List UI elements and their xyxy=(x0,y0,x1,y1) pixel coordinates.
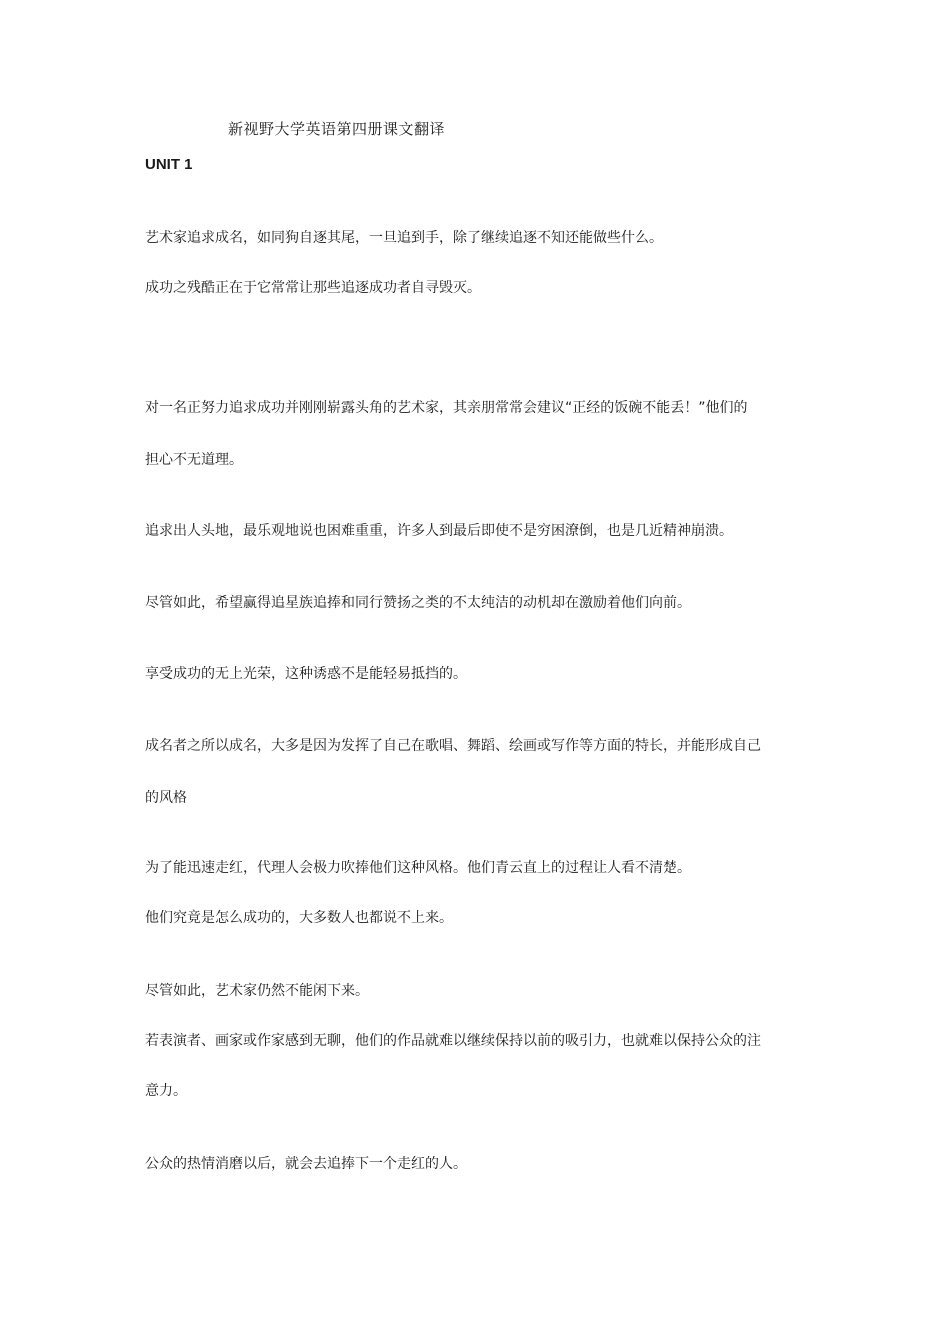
text-line: 若表演者、画家或作家感到无聊，他们的作品就难以继续保持以前的吸引力，也就难以保持公众的注 xyxy=(145,1033,761,1049)
text-line: 享受成功的无上光荣，这种诱惑不是能轻易抵挡的。 xyxy=(145,666,467,682)
text-line: 为了能迅速走红，代理人会极力吹捧他们这种风格。他们青云直上的过程让人看不清楚。 xyxy=(145,860,691,876)
text-line: 艺术家追求成名，如同狗自逐其尾，一旦追到手，除了继续追逐不知还能做些什么。 xyxy=(145,230,663,246)
text-line: 他们究竟是怎么成功的，大多数人也都说不上来。 xyxy=(145,910,453,926)
unit-heading: UNIT 1 xyxy=(145,156,193,173)
text-line: 对一名正努力追求成功并刚刚崭露头角的艺术家，其亲朋常常会建议“正经的饭碗不能丢！”他们的 xyxy=(145,400,748,416)
text-line: 追求出人头地，最乐观地说也困难重重，许多人到最后即使不是穷困潦倒，也是几近精神崩溃。 xyxy=(145,523,733,539)
text-line: 公众的热情消磨以后，就会去追捧下一个走红的人。 xyxy=(145,1156,467,1172)
text-line: 成功之残酷正在于它常常让那些追逐成功者自寻毁灭。 xyxy=(145,280,481,296)
text-line: 尽管如此，艺术家仍然不能闲下来。 xyxy=(145,983,369,999)
document-title: 新视野大学英语第四册课文翻译 xyxy=(228,120,446,138)
text-line: 尽管如此，希望赢得追星族追捧和同行赞扬之类的不太纯洁的动机却在激励着他们向前。 xyxy=(145,595,691,611)
text-line: 的风格 xyxy=(145,790,187,806)
text-line: 成名者之所以成名，大多是因为发挥了自己在歌唱、舞蹈、绘画或写作等方面的特长，并能形成自己 xyxy=(145,738,761,754)
text-line: 意力。 xyxy=(145,1083,187,1099)
text-line: 担心不无道理。 xyxy=(145,452,243,468)
